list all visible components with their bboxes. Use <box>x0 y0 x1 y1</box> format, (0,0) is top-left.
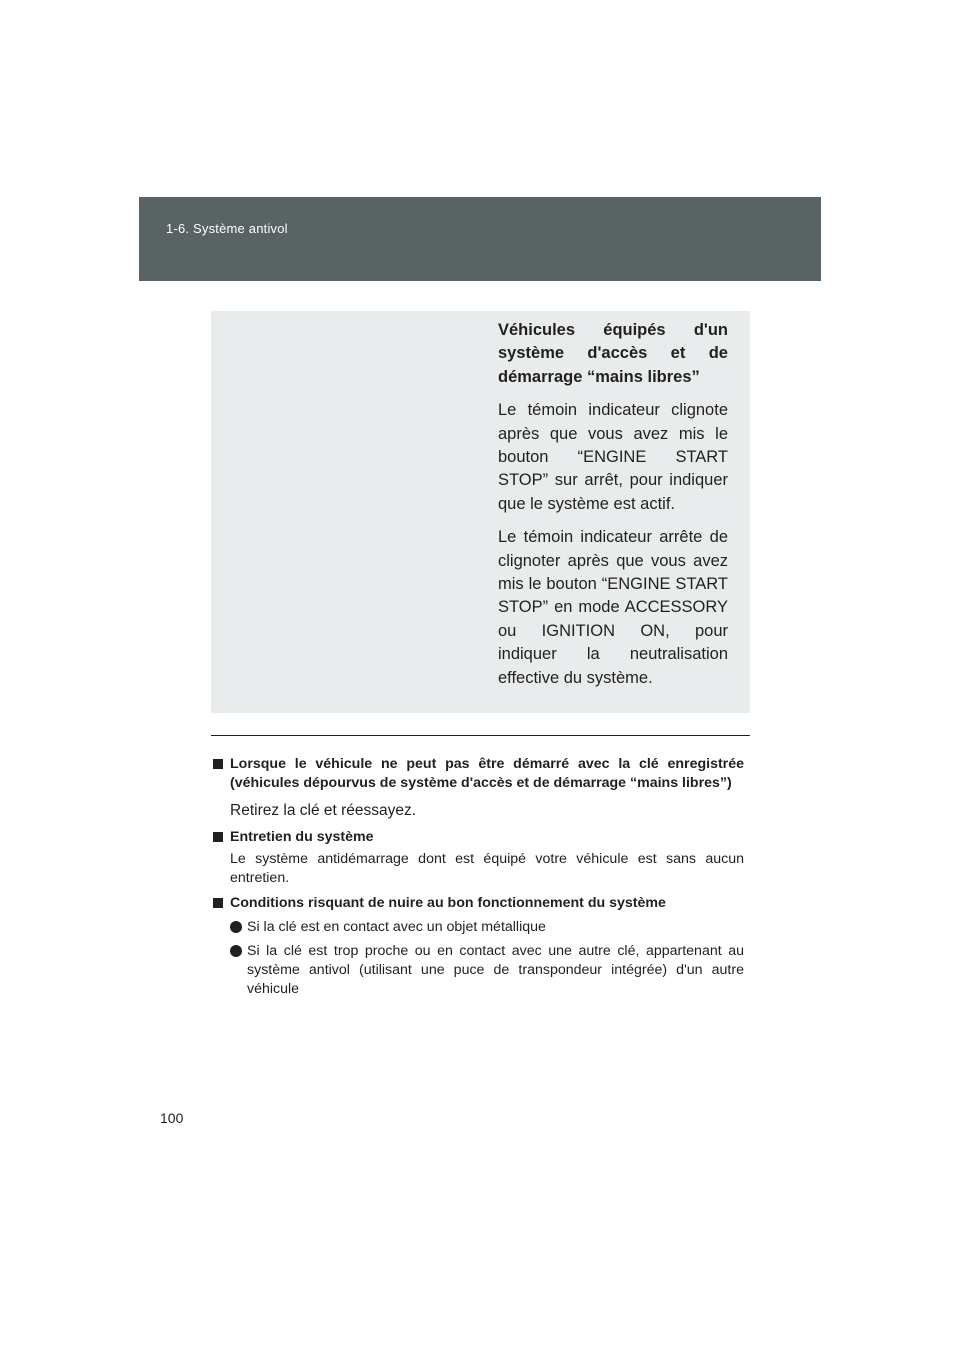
note-block <box>213 828 744 888</box>
list-item <box>230 918 744 937</box>
info-box-paragraph: Le témoin indicateur arrête de clignoter après que vous avez mis le bouton “ENGINE START STOP” en mode ACCESSORY ou IGNITION ON, pour indiquer la neutralisation effective du système. <box>498 528 728 687</box>
divider <box>211 735 750 736</box>
square-bullet-icon <box>213 832 223 842</box>
info-box <box>211 311 750 713</box>
square-bullet-icon <box>213 759 223 769</box>
list-item-text: Si la clé est en contact avec un objet métallique <box>247 919 546 935</box>
list-item-text: Si la clé est trop proche ou en contact avec une autre clé, appartenant au système antivol (utilisant une puce de transpondeur intégrée) d'un autre véhicule <box>247 943 744 997</box>
note-block <box>213 755 744 822</box>
notes-section <box>213 755 744 1005</box>
section-header <box>139 197 821 281</box>
info-box-heading: Véhicules équipés d'un système d'accès et de démarrage “mains libres” <box>498 321 728 386</box>
info-box-paragraph: Le témoin indicateur clignote après que vous avez mis le bouton “ENGINE START STOP” sur arrêt, pour indiquer que le système est actif. <box>498 401 728 513</box>
square-bullet-icon <box>213 898 223 908</box>
note-title: Lorsque le véhicule ne peut pas être démarré avec la clé enregistrée (véhicules dépourvus de système d'accès et de démarrage “mains libres”) <box>230 756 744 791</box>
note-text: Retirez la clé et réessayez. <box>230 802 417 819</box>
note-title: Entretien du système <box>230 829 374 845</box>
list-item <box>230 942 744 999</box>
info-box-text <box>498 319 728 700</box>
note-text: Le système antidémarrage dont est équipé votre véhicule est sans aucun entretien. <box>230 851 744 886</box>
section-title: 1-6. Système antivol <box>166 221 288 236</box>
circle-bullet-icon <box>230 945 242 957</box>
note-block <box>213 894 744 999</box>
circle-bullet-icon <box>230 921 242 933</box>
note-title: Conditions risquant de nuire au bon fonctionnement du système <box>230 895 666 911</box>
page-number: 100 <box>160 1110 184 1126</box>
